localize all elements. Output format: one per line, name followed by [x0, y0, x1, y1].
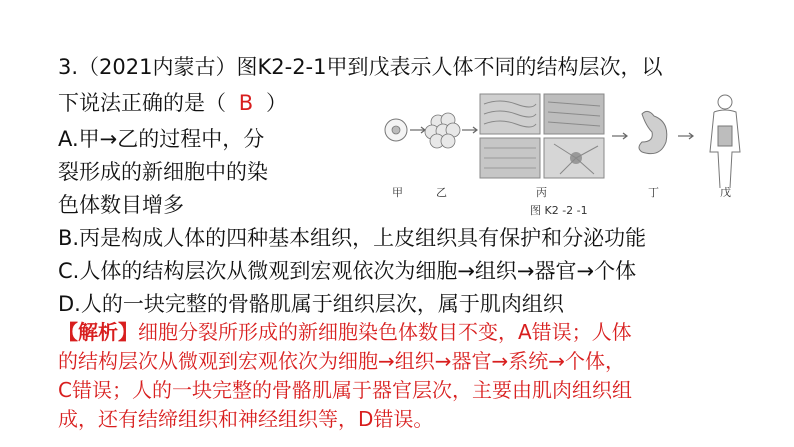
structure-levels-figure [380, 92, 760, 222]
tissue-tiles [480, 94, 604, 178]
cell-icon [385, 119, 407, 141]
option-b: B.丙是构成人体的四种基本组织，上皮组织具有保护和分泌功能 [58, 226, 647, 250]
analysis-tag: 【解析】 [58, 320, 138, 344]
stem-suffix: ） [266, 91, 287, 115]
label-yi: 乙 [436, 186, 447, 199]
option-c: C.人体的结构层次从微观到宏观依次为细胞→组织→器官→个体 [58, 259, 637, 283]
label-jia: 甲 [392, 186, 403, 199]
cell-cluster-icon [425, 113, 460, 148]
figure-illustration [380, 92, 760, 192]
analysis-line-1 [58, 318, 632, 347]
label-bing: 丙 [536, 186, 547, 199]
answer-choice: B [238, 91, 254, 115]
analysis-line-2: 的结构层次从微观到宏观依次为细胞→组织→器官→系统→个体， [58, 349, 626, 373]
question-stem-line-1: 3.（2021内蒙古）图K2-2-1甲到戊表示人体不同的结构层次，以 [58, 55, 663, 79]
label-ding: 丁 [648, 186, 659, 199]
stomach-icon [639, 111, 667, 153]
analysis-line-3: C错误；人的一块完整的骨骼肌属于器官层次，主要由肌肉组织组 [58, 378, 632, 402]
analysis-line-4: 成，还有结缔组织和神经组织等，D错误。 [58, 407, 434, 431]
analysis-text-1: 细胞分裂所形成的新细胞染色体数目不变，A错误；人体 [138, 320, 632, 344]
option-a-line-3: 色体数目增多 [58, 193, 184, 217]
question-stem-line-2 [58, 88, 287, 118]
stem-prefix: 下说法正确的是（ [58, 91, 226, 115]
option-a-line-1: A.甲→乙的过程中，分 [58, 127, 265, 151]
label-wu: 戊 [720, 186, 731, 199]
option-d: D.人的一块完整的骨骼肌属于组织层次，属于肌肉组织 [58, 292, 564, 316]
figure-caption: 图 K2 -2 -1 [530, 204, 588, 217]
option-a-line-2: 裂形成的新细胞中的染 [58, 160, 268, 184]
human-body-icon [710, 95, 740, 188]
